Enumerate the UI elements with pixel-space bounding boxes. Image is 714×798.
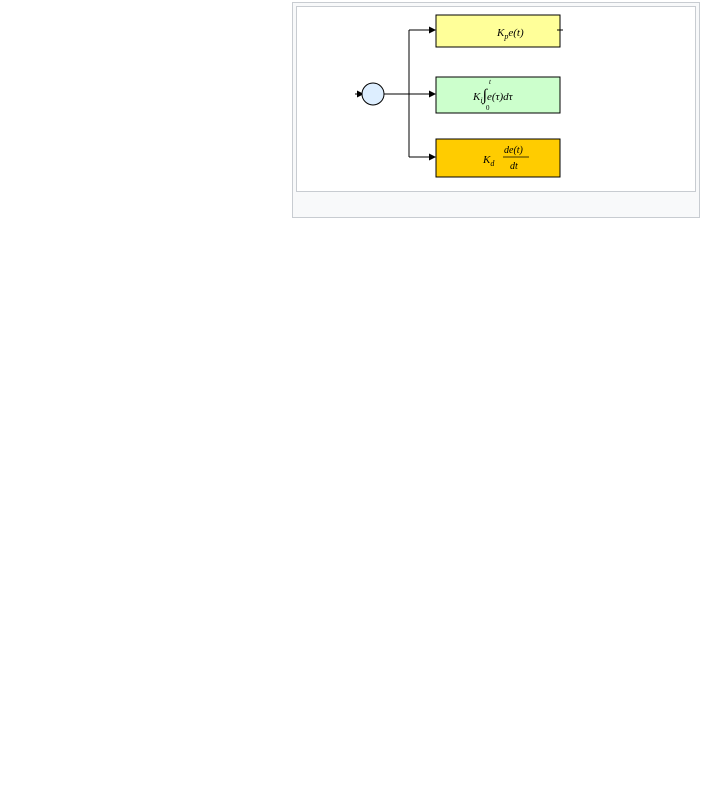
svg-text:dt: dt: [510, 161, 518, 172]
svg-text:0: 0: [486, 104, 490, 112]
d-term: $K_d$: [483, 154, 495, 168]
pid-diagram-figure: [292, 2, 700, 218]
p-term: $K_pe(t)$: [497, 27, 524, 41]
svg-text:t: t: [489, 78, 491, 86]
i-term: $K_i\int e(\tau)d\tau$: [473, 87, 513, 105]
svg-text:de(t): de(t): [504, 145, 523, 156]
d-block: [436, 139, 560, 177]
pid-diagram: [296, 6, 696, 192]
pid-block-diagram: [297, 7, 695, 191]
sum-junction-1: [362, 83, 384, 105]
